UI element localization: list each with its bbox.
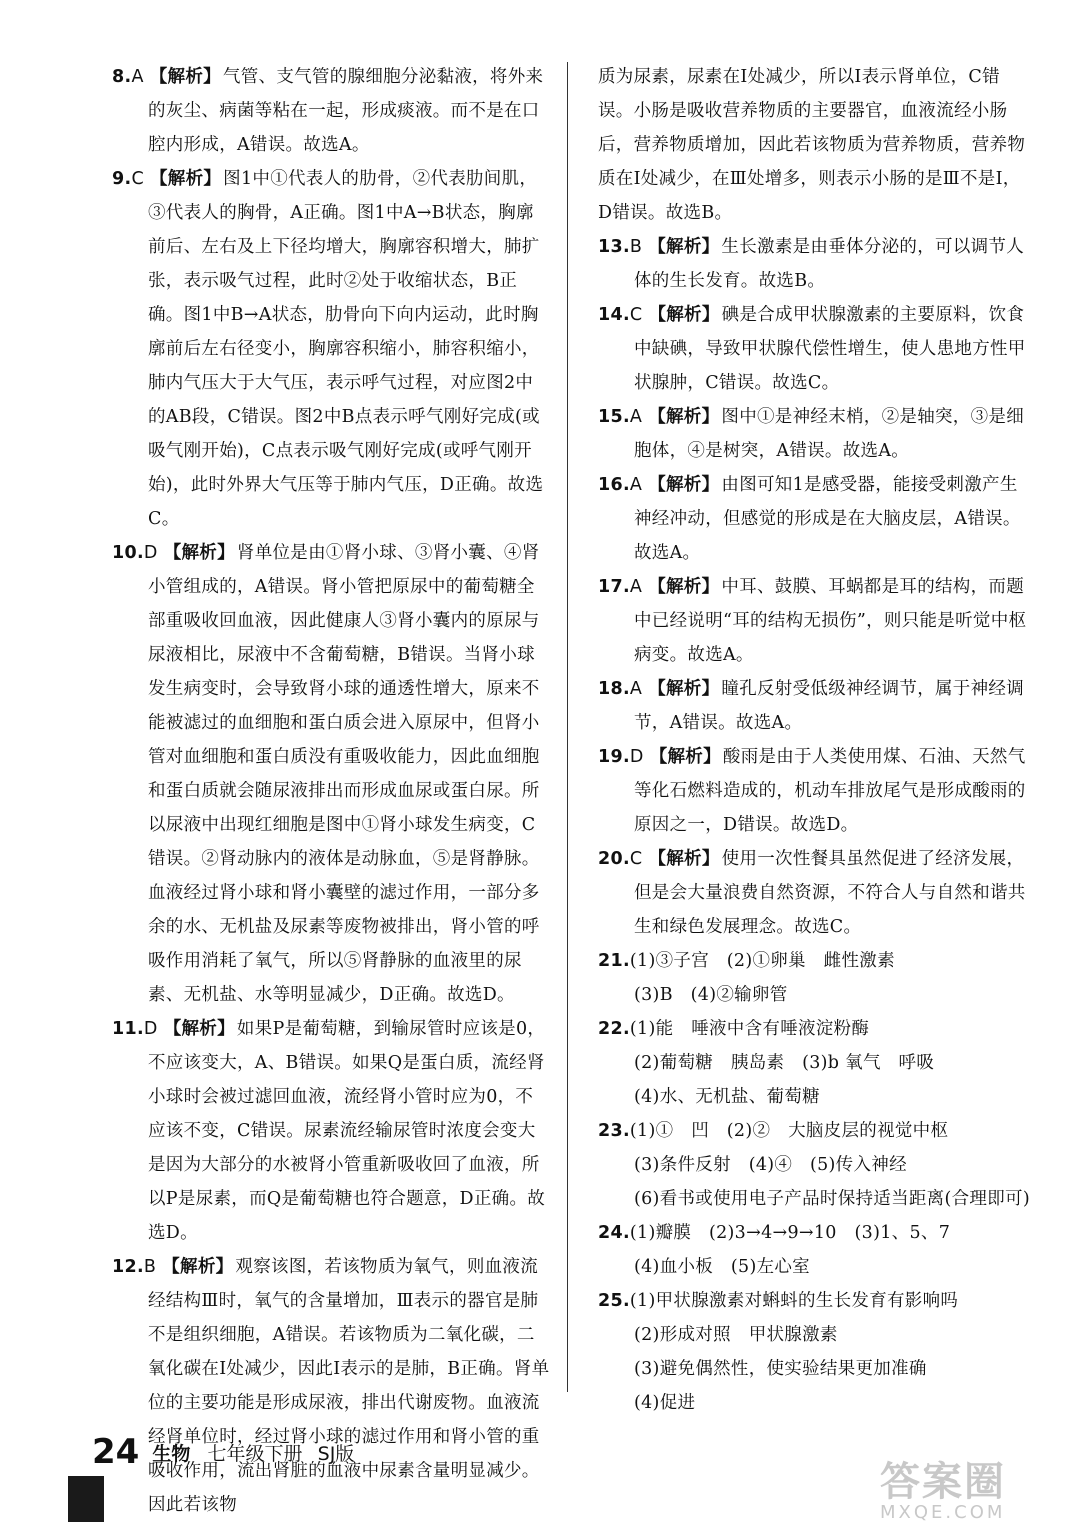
analysis-tag: 【解析】: [648, 849, 720, 869]
answer-letter: B: [143, 1257, 157, 1277]
answer-letter: A: [629, 577, 643, 597]
answer-line: (4)血小板 (5)左心室: [634, 1257, 810, 1277]
answer-text: (1)③子宫 (2)①卵巢 雌性激素: [629, 951, 895, 971]
question-number: 14.: [598, 305, 630, 325]
watermark-logo: [880, 1459, 1050, 1528]
question-number: 8.: [112, 67, 132, 87]
answer-item-11: [112, 1012, 550, 1250]
page-footer: [92, 1432, 354, 1472]
watermark-url: MXQE.COM: [880, 1502, 1006, 1523]
analysis-tag: 【解析】: [648, 305, 720, 325]
answer-item-22: [598, 1012, 1030, 1114]
footer-decoration-bar: [68, 1476, 104, 1522]
answer-item-23: [598, 1114, 1030, 1216]
analysis-text: 肾单位是由①肾小球、③肾小囊、④肾小管组成的，A错误。肾小管把原尿中的葡萄糖全部重吸收回血液，因此健康人③肾小囊内的原尿与尿液相比，尿液中不含葡萄糖，B错误。当肾小球发生病变时，会导致肾小球的通透性增大，原来不能被滤过的血细胞和蛋白质会进入原尿中，但肾小管对血细胞和蛋白质没有重吸收能力，因此血细胞和蛋白质就会随尿液排出而形成血尿或蛋白尿。所以尿液中出现红细胞是图中①肾小球发生病变，C错误。②肾动脉内的液体是动脉血，⑤是肾静脉。血液经过肾小球和肾小囊壁的滤过作用，一部分多余的水、无机盐及尿素等废物被排出，肾小管的呼吸作用消耗了氧气，所以⑤肾静脉的血液里的尿素、无机盐、水等明显减少，D正确。故选D。: [148, 543, 540, 1005]
answer-line: (4)水、无机盐、葡萄糖: [634, 1087, 820, 1107]
watermark-text: 答案圈: [880, 1459, 1006, 1505]
answer-item-16: [598, 468, 1030, 570]
analysis-text: 中耳、鼓膜、耳蜗都是耳的结构，而题中已经说明“耳的结构无损伤”，则只能是听觉中枢病变。故选A。: [634, 577, 1027, 665]
answer-item-9: [112, 162, 550, 536]
question-number: 20.: [598, 849, 630, 869]
answer-letter: A: [629, 475, 643, 495]
question-number: 23.: [598, 1121, 630, 1141]
analysis-tag: 【解析】: [163, 543, 235, 563]
answer-letter: D: [143, 543, 158, 563]
answer-item-25: [598, 1284, 1030, 1420]
answer-letter: D: [629, 747, 644, 767]
answer-line: [598, 944, 1030, 978]
question-number: 15.: [598, 407, 630, 427]
answer-item-19: [598, 740, 1030, 842]
analysis-tag: 【解析】: [163, 1019, 235, 1039]
question-number: 11.: [112, 1019, 144, 1039]
analysis-text: 气管、支气管的腺细胞分泌黏液，将外来的灰尘、病菌等粘在一起，形成痰液。而不是在口腔内形成，A错误。故选A。: [148, 67, 544, 155]
question-number: 10.: [112, 543, 144, 563]
page-number: 24: [92, 1432, 140, 1472]
answer-item-10: [112, 536, 550, 1012]
analysis-text: 碘是合成甲状腺激素的主要原料，饮食中缺碘，导致甲状腺代偿性增生，使人患地方性甲状腺肿，C错误。故选C。: [634, 305, 1026, 393]
analysis-text: 由图可知1是感受器，能接受刺激产生神经冲动，但感觉的形成是在大脑皮层，A错误。故选A。: [634, 475, 1021, 563]
answer-line: [598, 1114, 1030, 1148]
analysis-text: 瞳孔反射受低级神经调节，属于神经调节，A错误。故选A。: [634, 679, 1024, 733]
answer-item-15: [598, 400, 1030, 468]
answer-text: (1)甲状腺激素对蝌蚪的生长发育有影响吗: [629, 1291, 959, 1311]
analysis-text: 使用一次性餐具虽然促进了经济发展，但是会大量浪费自然资源，不符合人与自然和谐共生和绿色发展理念。故选C。: [634, 849, 1026, 937]
answer-item-18: [598, 672, 1030, 740]
question-number: 22.: [598, 1019, 630, 1039]
analysis-tag: 【解析】: [648, 679, 720, 699]
question-number: 17.: [598, 577, 630, 597]
question-number: 24.: [598, 1223, 630, 1243]
answer-item-24: [598, 1216, 1030, 1284]
column-divider: [567, 62, 568, 1392]
analysis-text: 图1中①代表人的肋骨，②代表肋间肌，③代表人的胸骨，A正确。图1中A→B状态，胸廓前后、左右及上下径均增大，胸廓容积增大，肺扩张，表示吸气过程，此时②处于收缩状态，B正确。图1中B→A状态，肋骨向下向内运动，此时胸廓前后左右径变小，胸廓容积缩小，肺容积缩小，肺内气压大于大气压，表示呼气过程，对应图2中的AB段，C错误。图2中B点表示呼气刚好完成(或吸气刚开始)，C点表示吸气刚好完成(或呼气刚开始)，此时外界大气压等于肺内气压，D正确。故选C。: [148, 169, 544, 529]
analysis-tag: 【解析】: [648, 577, 720, 597]
analysis-tag: 【解析】: [648, 237, 720, 257]
answer-text: (1)① 凹 (2)② 大脑皮层的视觉中枢: [629, 1121, 949, 1141]
analysis-tag: 【解析】: [162, 1257, 234, 1277]
answer-text: (1)瓣膜 (2)3→4→9→10 (3)1、5、7: [629, 1223, 951, 1243]
footer-subject: 生物: [152, 1442, 191, 1465]
question-number: 9.: [112, 169, 132, 189]
answer-line: [598, 1284, 1030, 1318]
answer-item-14: [598, 298, 1030, 400]
analysis-tag: 【解析】: [648, 407, 720, 427]
analysis-text: 如果P是葡萄糖，到输尿管时应该是0，不应该变大，A、B错误。如果Q是蛋白质，流经肾小球时会被过滤回血液，流经肾小管时应为0，不应该不变，C错误。尿素流经输尿管时浓度会变大是因为大部分的水被肾小管重新吸收回了血液，所以P是尿素，而Q是葡萄糖也符合题意，D正确。故选D。: [148, 1019, 546, 1243]
answer-item-21: [598, 944, 1030, 1012]
answer-item-12: [112, 1250, 550, 1522]
answer-letter: C: [131, 169, 144, 189]
question-number: 21.: [598, 951, 630, 971]
left-column: [112, 60, 550, 1522]
answer-letter: A: [629, 679, 643, 699]
answer-item-17: [598, 570, 1030, 672]
answer-line: (2)形成对照 甲状腺激素: [634, 1325, 838, 1345]
analysis-text: 酸雨是由于人类使用煤、石油、天然气等化石燃料造成的，机动车排放尾气是形成酸雨的原因之一，D错误。故选D。: [634, 747, 1026, 835]
answer-line: (3)条件反射 (4)④ (5)传入神经: [634, 1155, 907, 1175]
answer-letter: A: [629, 407, 643, 427]
answer-line: [598, 1012, 1030, 1046]
answer-letter: A: [131, 67, 144, 87]
answer-line: (2)葡萄糖 胰岛素 (3)b 氧气 呼吸: [634, 1053, 935, 1073]
analysis-tag: 【解析】: [648, 475, 720, 495]
analysis-text: 生长激素是由垂体分泌的，可以调节人体的生长发育。故选B。: [634, 237, 1025, 291]
answer-line: (3)B (4)②输卵管: [634, 985, 788, 1005]
footer-edition: SJ版: [317, 1442, 355, 1465]
answer-line: (6)看书或使用电子产品时保持适当距离(合理即可): [634, 1189, 1030, 1209]
answer-item-20: [598, 842, 1030, 944]
analysis-text: 图中①是神经末梢，②是轴突，③是细胞体，④是树突，A错误。故选A。: [634, 407, 1024, 461]
analysis-tag: 【解析】: [149, 169, 222, 189]
answer-line: [598, 1216, 1030, 1250]
question-number: 19.: [598, 747, 630, 767]
analysis-tag: 【解析】: [649, 747, 721, 767]
answer-letter: B: [629, 237, 643, 257]
question-number: 13.: [598, 237, 630, 257]
answer-item-13: [598, 230, 1030, 298]
answer-text: (1)能 唾液中含有唾液淀粉酶: [629, 1019, 870, 1039]
answer-letter: D: [143, 1019, 158, 1039]
question-number: 16.: [598, 475, 630, 495]
answer-item-12-continued: 质为尿素，尿素在Ⅰ处减少，所以Ⅰ表示肾单位，C错误。小肠是吸收营养物质的主要器官，血液流经小肠后，营养物质增加，因此若该物质为营养物质，营养物质在Ⅰ处减少，在Ⅲ处增多，则表示小肠的是Ⅲ不是Ⅰ，D错误。故选B。: [598, 67, 1026, 223]
question-number: 18.: [598, 679, 630, 699]
answer-letter: C: [629, 849, 643, 869]
answer-line: (4)促进: [634, 1393, 696, 1413]
question-number: 12.: [112, 1257, 144, 1277]
question-number: 25.: [598, 1291, 630, 1311]
answer-item-8: [112, 60, 550, 162]
footer-grade: 七年级下册: [207, 1442, 303, 1465]
analysis-tag: 【解析】: [149, 67, 221, 87]
right-column: [598, 60, 1030, 1420]
answer-line: (3)避免偶然性，使实验结果更加准确: [634, 1359, 927, 1379]
answer-letter: C: [629, 305, 643, 325]
analysis-text: 观察该图，若该物质为氧气，则血液流经结构Ⅲ时，氧气的含量增加，Ⅲ表示的器官是肺不是组织细胞，A错误。若该物质为二氧化碳，二氧化碳在Ⅰ处减少，因此Ⅰ表示的是肺，B正确。肾单位的主要功能是形成尿液，排出代谢废物。血液流经肾单位时，经过肾小球的滤过作用和肾小管的重吸收作用，流出肾脏的血液中尿素含量明显减少。因此若该物: [148, 1257, 550, 1515]
